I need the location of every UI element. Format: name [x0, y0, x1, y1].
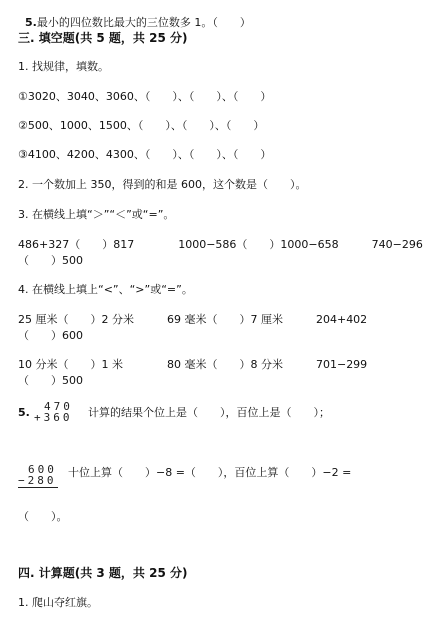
- fill-q5-text-2: 十位上算（ ）−8 =（ ），百位上算（ ）−2 =: [68, 466, 352, 479]
- addend-top: 470: [44, 400, 73, 413]
- fill-q5-text: 计算的结果个位上是（ ），百位上是（ ）；: [88, 406, 330, 419]
- section-4-title: 四. 计算题(共 3 题，共 25 分): [18, 566, 188, 580]
- fill-q1-line-3: ③4100、4200、4300、（ ）、（ ）、（ ）: [18, 148, 272, 161]
- fill-q1-line-2: ②500、1000、1500、（ ）、（ ）、（ ）: [18, 119, 265, 132]
- fill-q1-line-1: ①3020、3040、3060、（ ）、（ ）、（ ）: [18, 90, 272, 103]
- fill-q4-line-3: 10 分米（ ）1 米 80 毫米（ ）8 分米 701−299: [18, 358, 368, 371]
- calc-underline: [18, 487, 58, 488]
- question-number: 5.: [25, 16, 37, 29]
- fill-q4-line-2: （ ）600: [18, 329, 83, 342]
- fill-q4-title: 4. 在横线上填上“<”、“>”或“=”。: [18, 283, 193, 296]
- subtrahend: −280: [18, 474, 57, 487]
- question-5-true-false: [18, 2, 251, 30]
- fill-q5-text-3: （ ）。: [18, 510, 68, 523]
- vertical-addition: [34, 401, 86, 423]
- fill-q5-number: 5.: [18, 406, 30, 419]
- fill-q3-line-1: 486+327（ ）817 1000−586（ ）1000−658 740−296: [18, 238, 423, 251]
- minuend: 600: [28, 463, 57, 476]
- calc-q1: 1. 爬山夺红旗。: [18, 596, 98, 609]
- section-3-title: 三. 填空题(共 5 题，共 25 分): [18, 31, 188, 45]
- fill-q3-title: 3. 在横线上填“＞”“＜”或“=”。: [18, 208, 175, 221]
- fill-q1-title: 1. 找规律，填数。: [18, 60, 109, 73]
- fill-q3-line-2: （ ）500: [18, 254, 83, 267]
- addend-bottom: +360: [34, 411, 73, 424]
- fill-q2: 2. 一个数加上 350，得到的和是 600，这个数是（ ）。: [18, 178, 307, 191]
- question-text: 最小的四位数比最大的三位数多 1。（ ）: [36, 16, 251, 29]
- vertical-subtraction: [18, 464, 70, 488]
- fill-q4-line-4: （ ）500: [18, 374, 83, 387]
- fill-q4-line-1: 25 厘米（ ）2 分米 69 毫米（ ）7 厘米 204+402: [18, 313, 368, 326]
